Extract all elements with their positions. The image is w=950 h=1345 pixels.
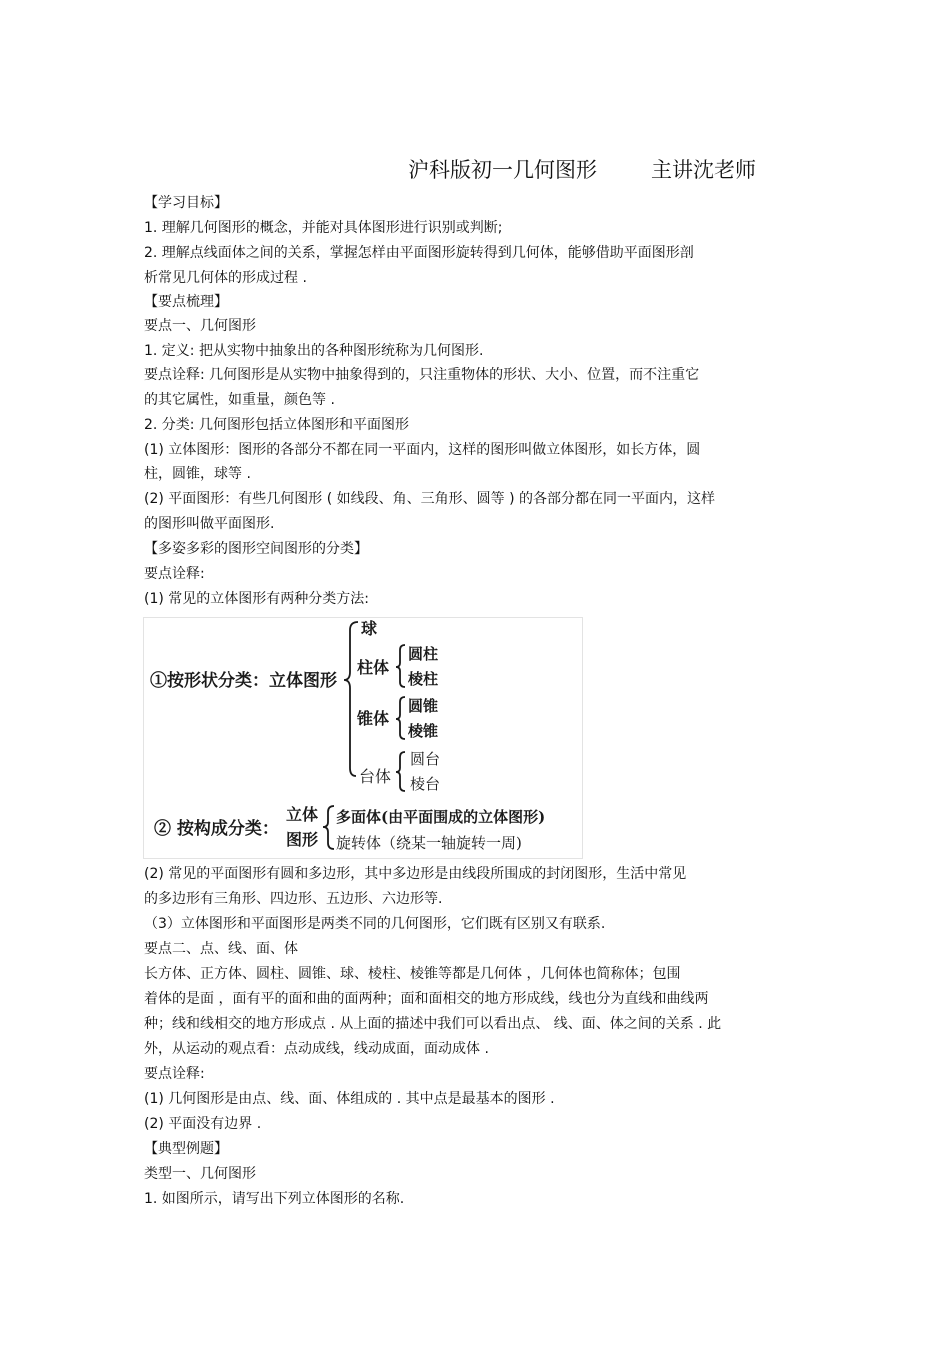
shape-classification-label: ①按形状分类：立体图形 — [150, 671, 337, 691]
section-heading-point-line: 要点二、点、线、面、体 — [144, 941, 298, 957]
label-cylinder: 圆柱 — [408, 645, 439, 663]
label-frustum-group: 台体 — [359, 767, 392, 786]
label-sphere: 球 — [361, 619, 378, 638]
label-cylinder-group: 柱体 — [357, 658, 390, 677]
paragraph-line: (1) 常见的立体图形有两种分类方法: — [144, 591, 369, 607]
label-cone-group: 锥体 — [357, 709, 390, 728]
paragraph-line: 1. 定义: 把从实物中抽象出的各种图形统称为几何图形. — [144, 343, 484, 359]
paragraph-line: (1) 几何图形是由点、线、面、体组成的 . 其中点是最基本的图形 . — [144, 1091, 555, 1107]
label-solid-of-revolution: 旋转体（绕某一轴旋转一周) — [336, 834, 522, 852]
label-polyhedron: 多面体(由平面围成的立体图形) — [336, 808, 546, 826]
paragraph-line: 长方体、正方体、圆柱、圆锥、球、棱柱、棱锥等都是几何体 ，几何体也简称体；包围 — [144, 966, 681, 982]
paragraph-line: 要点诠释: 几何图形是从实物中抽象得到的，只注重物体的形状、大小、位置，而不注重它 — [144, 367, 700, 383]
label-solid-line1: 立体 — [286, 805, 319, 824]
paragraph-line: 着体的是面 ，面有平的面和曲的面两种；面和面相交的地方形成线，线也分为直线和曲线两 — [144, 991, 709, 1007]
composition-classification-label: ② 按构成分类： — [154, 819, 279, 839]
section-heading-examples: 【典型例题】 — [144, 1141, 228, 1157]
section-heading-classification: 【多姿多彩的图形空间图形的分类】 — [144, 541, 368, 557]
paragraph-line: 析常见几何体的形成过程 . — [144, 270, 307, 286]
paragraph-line: (2) 平面没有边界 . — [144, 1116, 262, 1132]
paragraph-line: 柱，圆锥，球等 . — [144, 466, 251, 482]
paragraph-line: 1. 理解几何图形的概念，并能对具体图形进行识别或判断; — [144, 220, 503, 236]
paragraph-line: (2) 平面图形：有些几何图形 ( 如线段、角、三角形、圆等 ) 的各部分都在同一平面内，这样 — [144, 491, 716, 507]
paragraph-line: （3）立体图形和平面图形是两类不同的几何图形，它们既有区别又有联系. — [144, 916, 606, 932]
paragraph-line: 种；线和线相交的地方形成点 . 从上面的描述中我们可以看出点、 线、面、体之间的关系 . 此 — [144, 1016, 722, 1032]
paragraph-line: 2. 分类: 几何图形包括立体图形和平面图形 — [144, 417, 409, 433]
paragraph-line: 的多边形有三角形、四边形、五边形、六边形等. — [144, 891, 443, 907]
section-heading-objectives: 【学习目标】 — [144, 195, 228, 211]
paragraph-line: (1) 立体图形：图形的各部分不都在同一平面内，这样的图形叫做立体图形，如长方体，圆 — [144, 442, 701, 458]
label-solid-line2: 图形 — [286, 830, 319, 849]
label-cone-frustum: 圆台 — [410, 750, 441, 768]
section-heading-summary: 【要点梳理】 — [144, 294, 228, 310]
paragraph-line: (2) 常见的平面图形有圆和多边形，其中多边形是由线段所围成的封闭图形，生活中常见 — [144, 866, 687, 882]
label-pyramid-frustum: 棱台 — [410, 775, 441, 793]
label-prism: 棱柱 — [408, 670, 439, 688]
label-pyramid: 棱锥 — [408, 722, 439, 740]
paragraph-line: 要点诠释: — [144, 566, 205, 582]
paragraph-line: 的其它属性，如重量，颜色等 . — [144, 392, 335, 408]
classification-diagram — [143, 617, 583, 859]
label-cone: 圆锥 — [408, 697, 439, 715]
paragraph-line: 要点一、几何图形 — [144, 318, 256, 334]
paragraph-line: 外，从运动的观点看：点动成线，线动成面，面动成体 . — [144, 1041, 489, 1057]
title-teacher: 主讲沈老师 — [651, 158, 756, 182]
paragraph-line: 类型一、几何图形 — [144, 1166, 256, 1182]
title-main: 沪科版初一几何图形 — [408, 158, 597, 182]
paragraph-line: 的图形叫做平面图形. — [144, 516, 275, 532]
paragraph-line: 2. 理解点线面体之间的关系，掌握怎样由平面图形旋转得到几何体，能够借助平面图形剖 — [144, 245, 694, 261]
paragraph-line: 1. 如图所示，请写出下列立体图形的名称. — [144, 1191, 405, 1207]
paragraph-line: 要点诠释: — [144, 1066, 205, 1082]
